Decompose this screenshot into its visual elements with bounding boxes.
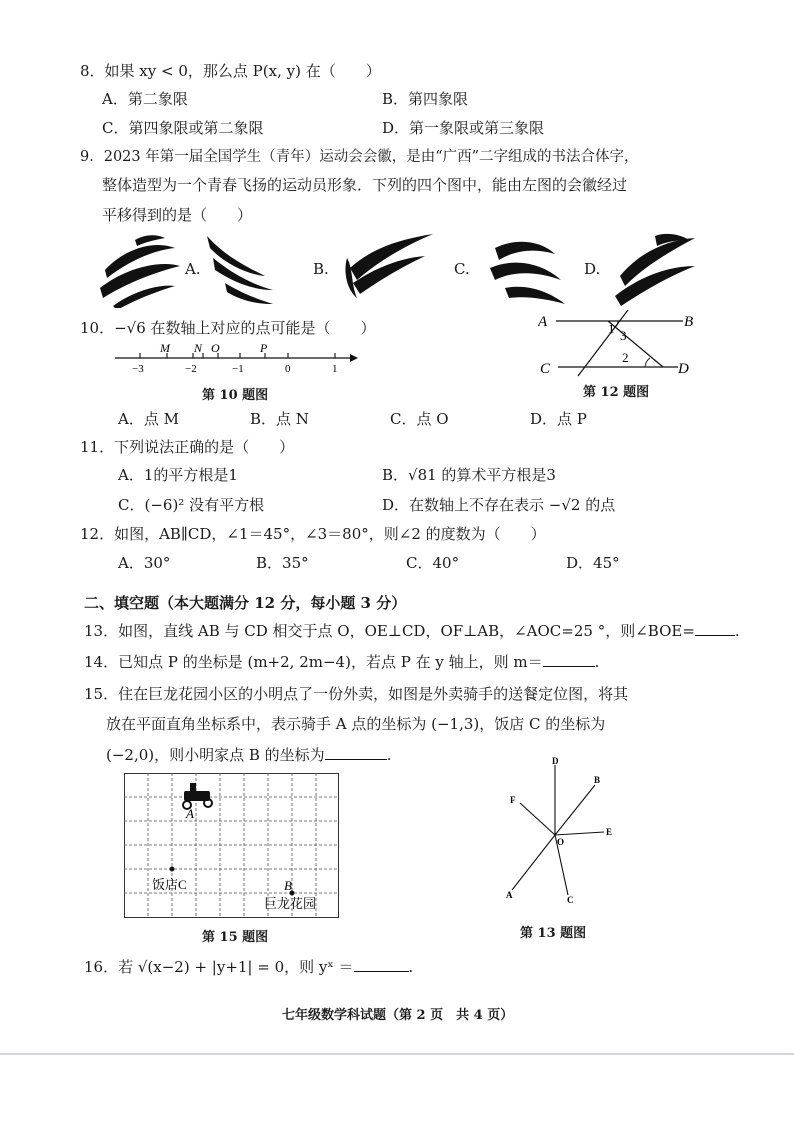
fig13-caption: 第 13 题图 (520, 926, 587, 941)
q12-option-a: A．30° (118, 554, 171, 572)
q15-line2: 放在平面直角坐标系中，表示骑手 A 点的坐标为 (−1,3)，饭店 C 的坐标为 (106, 715, 606, 733)
q10-tick-1: 1 (332, 363, 338, 375)
q10-caption: 第 10 题图 (202, 388, 269, 403)
fig15-restaurant-label: 饭店C (152, 877, 187, 892)
q10-tick-neg2: −2 (185, 363, 197, 375)
q11-option-b: B．√81 的算术平方根是3 (382, 466, 556, 484)
q10-tick-neg1: −1 (232, 363, 244, 375)
q15-line3: (−2,0)，则小明家点 B 的坐标为 (106, 746, 325, 764)
q16-stem: 16．若 √(x−2) + |y+1| = 0，则 yˣ ＝ (84, 958, 354, 976)
fig15-garden-label: 巨龙花园 (264, 896, 317, 911)
q8-stem: 8．如果 xy < 0，那么点 P(x, y) 在（ ） (80, 62, 381, 80)
page-bottom-rule (0, 1053, 794, 1055)
q10-point-o: O (211, 341, 220, 355)
q8-option-c: C．第四象限或第二象限 (102, 119, 264, 137)
fig13-label-e: E (606, 827, 613, 837)
q14-stem: 14．已知点 P 的坐标是 (m+2, 2m−4)，若点 P 在 y 轴上，则 m＝ (84, 653, 543, 671)
q11-option-d: D．在数轴上不存在表示 −√2 的点 (382, 496, 616, 514)
q8-option-d: D．第一象限或第三象限 (382, 119, 545, 137)
fig15-point-a: A (186, 806, 194, 821)
q10-option-a: A．点 M (118, 410, 179, 428)
q9-label-b: B. (313, 260, 329, 278)
q10-option-c: C．点 O (390, 410, 449, 428)
fig13-label-o: O (557, 837, 565, 847)
q9-label-d: D. (584, 260, 601, 278)
q10-point-n: N (194, 341, 203, 355)
q10-number-line (110, 340, 360, 376)
fig12-angle-1: 1 (608, 321, 615, 336)
fig13-label-b: B (594, 775, 601, 785)
emblem-option-d (615, 234, 695, 306)
q11-option-a: A．1的平方根是1 (118, 466, 238, 484)
page-footer: 七年级数学科试题（第 2 页 共 4 页） (282, 1008, 514, 1023)
q12-option-c: C．40° (406, 554, 460, 572)
fig12-angle-2: 2 (622, 350, 629, 365)
q16-answer-blank[interactable] (354, 956, 409, 972)
q10-option-b: B．点 N (250, 410, 309, 428)
q10-tick-0: 0 (285, 363, 291, 375)
fig12-angle-3: 3 (620, 328, 627, 343)
q9-line2: 整体造型为一个青春飞扬的运动员形象．下列的四个图中，能由左图的会徽经过 (102, 176, 628, 194)
q15-answer-blank[interactable] (325, 744, 387, 760)
q10-point-m: M (160, 341, 170, 355)
q12-stem: 12．如图，AB∥CD，∠1＝45°，∠3＝80°，则∠2 的度数为（ ） (80, 525, 546, 543)
q11-option-c: C．(−6)² 没有平方根 (118, 496, 265, 514)
q9-line1: 9．2023 年第一届全国学生（青年）运动会会徽，是由“广西”二字组成的书法合体字， (80, 149, 639, 165)
q9-label-c: C. (454, 260, 470, 278)
q16-row: 16．若 √(x−2) + |y+1| = 0，则 yˣ ＝ . (84, 958, 414, 976)
q13-row: 13．如图，直线 AB 与 CD 相交于点 O，OE⊥CD，OF⊥AB，∠AOC=25 °，则∠BOE= . (84, 622, 740, 640)
fig12-label-a: A (538, 314, 548, 330)
emblem-original (100, 235, 180, 308)
q10-tick-neg3: −3 (132, 363, 144, 375)
fig13-label-a: A (506, 890, 513, 900)
fig12-label-b: B (684, 314, 694, 330)
q8-option-a: A．第二象限 (102, 90, 188, 108)
q13-stem: 13．如图，直线 AB 与 CD 相交于点 O，OE⊥CD，OF⊥AB，∠AOC=25 °，则∠BOE= (84, 622, 695, 640)
q13-answer-blank[interactable] (695, 620, 735, 636)
section2-title: 二、填空题（本大题满分 12 分，每小题 3 分） (84, 594, 407, 612)
fig13-label-c: C (567, 895, 574, 905)
q8-option-b: B．第四象限 (382, 90, 469, 108)
q9-line3: 平移得到的是（ ） (102, 206, 253, 224)
q12-option-d: D．45° (566, 554, 620, 572)
fig12-diagram (538, 308, 708, 380)
restaurant-dot (170, 867, 175, 872)
q9-label-a: A. (185, 260, 201, 278)
q15-row3: (−2,0)，则小明家点 B 的坐标为 . (106, 746, 392, 764)
q12-option-b: B．35° (256, 554, 309, 572)
emblem-option-a (207, 236, 273, 304)
q15-line1: 15．住在巨龙花园小区的小明点了一份外卖，如图是外卖骑手的送餐定位图，将其 (84, 685, 629, 703)
q10-point-p: P (260, 341, 268, 355)
fig13-label-f: F (510, 795, 516, 805)
fig15-grid-map (124, 773, 340, 923)
q10-option-d: D．点 P (530, 410, 587, 428)
q14-answer-blank[interactable] (543, 651, 595, 667)
fig15-point-b: B (284, 878, 292, 893)
q10-stem: 10．−√6 在数轴上对应的点可能是（ ） (80, 319, 376, 337)
emblem-option-c (490, 242, 565, 304)
fig12-caption: 第 12 题图 (583, 385, 650, 400)
fig12-label-d: D (678, 361, 689, 377)
fig12-label-c: C (540, 361, 551, 377)
q14-row: 14．已知点 P 的坐标是 (m+2, 2m−4)，若点 P 在 y 轴上，则 m＝ . (84, 653, 600, 671)
fig13-diagram (500, 755, 620, 905)
fig13-label-d: D (552, 756, 559, 766)
q11-stem: 11．下列说法正确的是（ ） (80, 438, 295, 456)
emblem-option-b (345, 234, 433, 298)
fig15-caption: 第 15 题图 (202, 930, 269, 945)
